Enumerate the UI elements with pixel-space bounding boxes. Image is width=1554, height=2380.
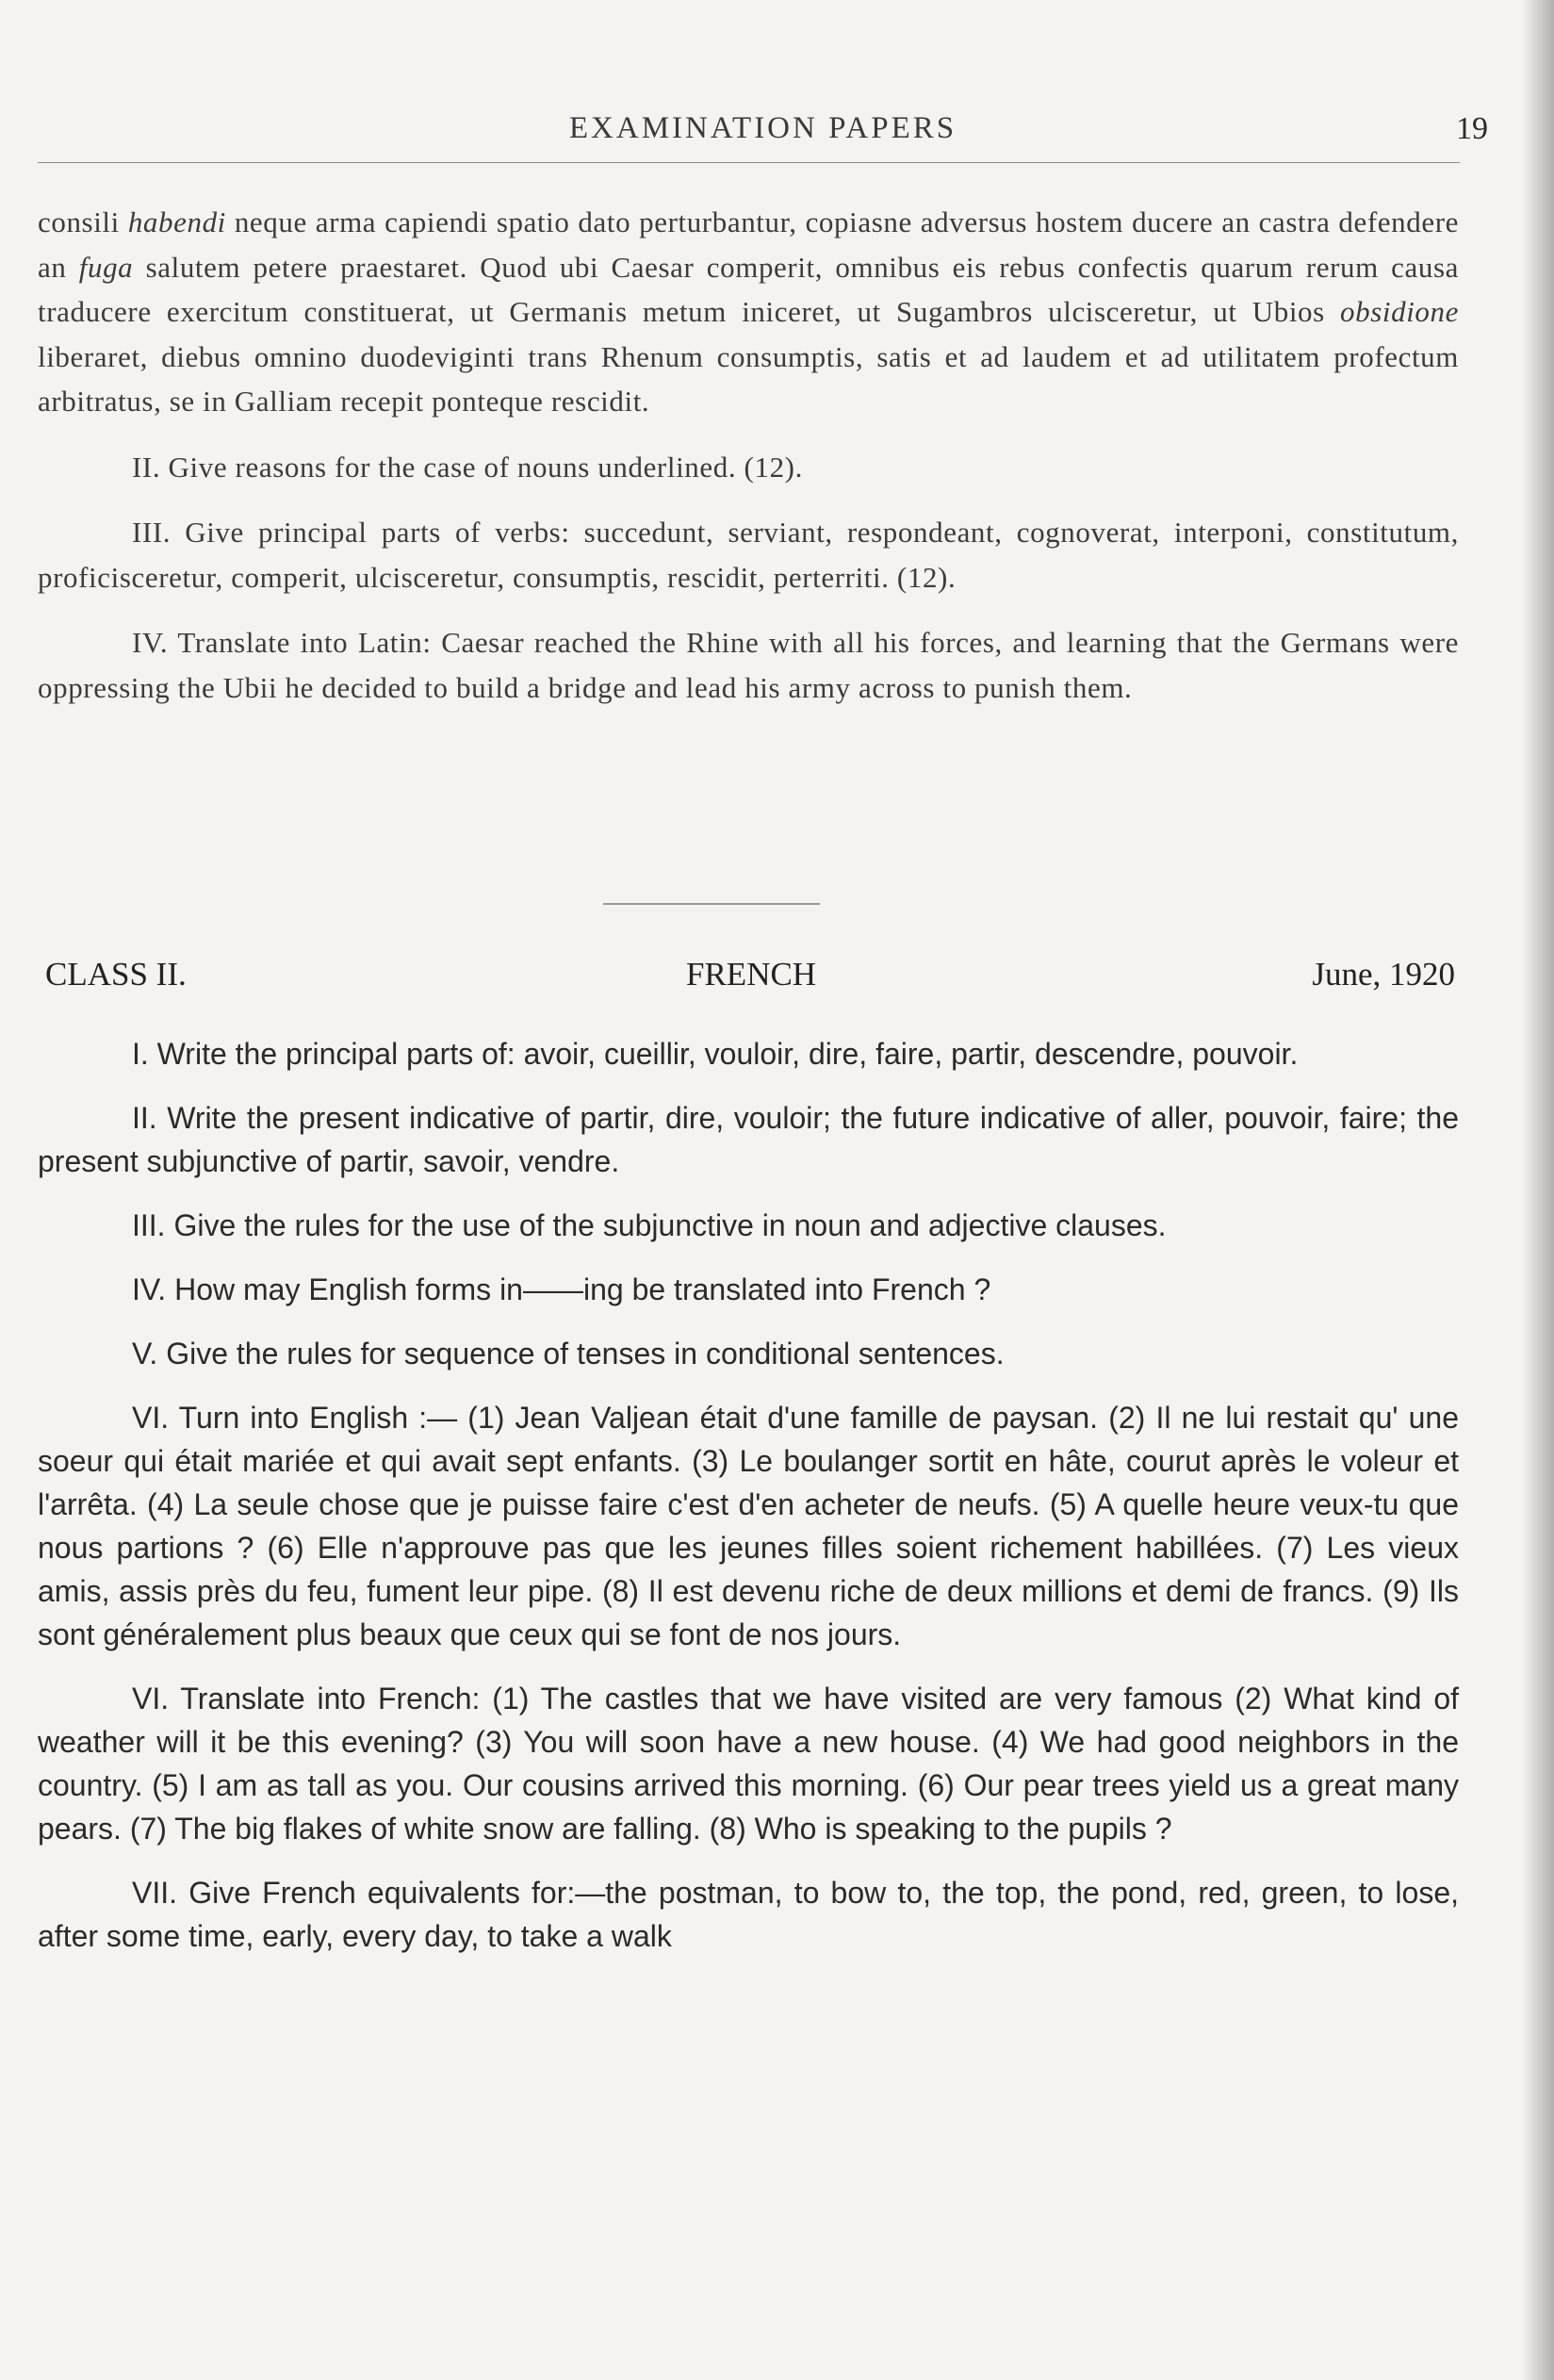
- spacer: [38, 1311, 1459, 1332]
- underlined-noun: habendi: [127, 205, 226, 238]
- spacer: [38, 1850, 1459, 1871]
- latin-question-2: II. Give reasons for the case of nouns underlined. (12).: [132, 450, 803, 484]
- french-question-7: VII. Give French equivalents for:—the postman, to bow to, the top, the pond, red, green, to lose, after some time, early, every day, to take a walk: [38, 1876, 1459, 1953]
- spacer: [38, 424, 1459, 445]
- french-question-4: IV. How may English forms in——ing be translated into French ?: [132, 1272, 991, 1306]
- section-divider: [603, 903, 820, 905]
- spacer: [38, 1375, 1459, 1396]
- underlined-noun: fuga: [78, 250, 134, 284]
- french-question-1: I. Write the principal parts of: avoir, cueillir, vouloir, dire, faire, partir, descendre, pouvoir.: [132, 1037, 1299, 1071]
- french-question-5: V. Give the rules for sequence of tenses in conditional sentences.: [132, 1337, 1005, 1371]
- running-title: EXAMINATION PAPERS: [568, 111, 957, 145]
- spacer: [38, 599, 1459, 620]
- passage-text: salutem petere praestaret. Quod ubi Caesar comperit, omnibus eis rebus confectis quarum rerum causa traducere exercitum constituerat, ut Germanis metum iniceret, ut Sugambros ulcisceretur, ut Ubios: [38, 250, 1459, 328]
- passage-text: neque arma capiendi spatio dato perturbantur, copiasne adversus hostem ducere an castra defendere an: [38, 205, 1460, 284]
- latin-question-3: III. Give principal parts of verbs: succedunt, serviant, respondeant, cognoverat, interponi, constitutum, proficisceretur, comperit, ulcisceretur, consumptis, rescidit, perterriti. (12).: [38, 516, 1459, 594]
- class-header: [45, 956, 1455, 1001]
- page-edge-shadow: [1522, 0, 1554, 2380]
- french-question-3: III. Give the rules for the use of the subjunctive in noun and adjective clauses.: [132, 1208, 1167, 1242]
- running-head: [38, 111, 1488, 149]
- header-rule: [38, 162, 1460, 163]
- passage-text: consili: [38, 205, 128, 238]
- passage-text: liberaret, diebus omnino duodeviginti trans Rhenum consumptis, satis et ad laudem et ad utilitatem profectum arbitratus, se in Galliam recepit ponteque rescidit.: [38, 339, 1459, 418]
- spacer: [38, 1183, 1459, 1204]
- french-question-2: II. Write the present indicative of partir, dire, vouloir; the future indicative of aller, pouvoir, faire; the present subjunctive of partir, savoir, vendre.: [38, 1101, 1459, 1178]
- spacer: [38, 489, 1459, 510]
- latin-passage: [38, 200, 1459, 424]
- subject-title: FRENCH: [686, 956, 817, 993]
- class-label: CLASS II.: [45, 956, 187, 993]
- spacer: [38, 1247, 1459, 1268]
- french-section: [38, 1032, 1459, 1958]
- latin-section: [38, 200, 1459, 710]
- french-question-6: VI. Turn into English :— (1) Jean Valjean était d'une famille de paysan. (2) Il ne lui restait qu' une soeur qui était mariée et qui avait sept enfants. (3) Le boulanger sortit en hâte, courut après le voleur et l'arrêta. (4) La seule chose que je puisse faire c'est d'en acheter de neufs. (5) A quelle heure veux-tu que nous partions ? (6) Elle n'approuve pas que les jeunes filles soient richement habillées. (7) Les vieux amis, assis près du feu, fument leur pipe. (8) Il est devenu riche de deux millions et demi de francs. (9) Ils sont généralement plus beaux que ceux qui se font de nos jours.: [38, 1401, 1459, 1651]
- underlined-noun: obsidione: [1340, 295, 1459, 328]
- spacer: [38, 1075, 1459, 1096]
- page-number: 19: [1456, 111, 1488, 146]
- french-question-6b: VI. Translate into French: (1) The castles that we have visited are very famous (2) What kind of weather will it be this evening? (3) You will soon have a new house. (4) We had good neighbors in the country. (5) I am as tall as you. Our cousins arrived this morning. (6) Our pear trees yield us a great many pears. (7) The big flakes of white snow are falling. (8) Who is speaking to the pupils ?: [38, 1682, 1459, 1846]
- spacer: [38, 1656, 1459, 1677]
- exam-date: June, 1920: [1312, 956, 1455, 993]
- latin-question-4: IV. Translate into Latin: Caesar reached the Rhine with all his forces, and learning that the Germans were oppressing the Ubii he decided to build a bridge and lead his army across to punish them.: [38, 626, 1459, 704]
